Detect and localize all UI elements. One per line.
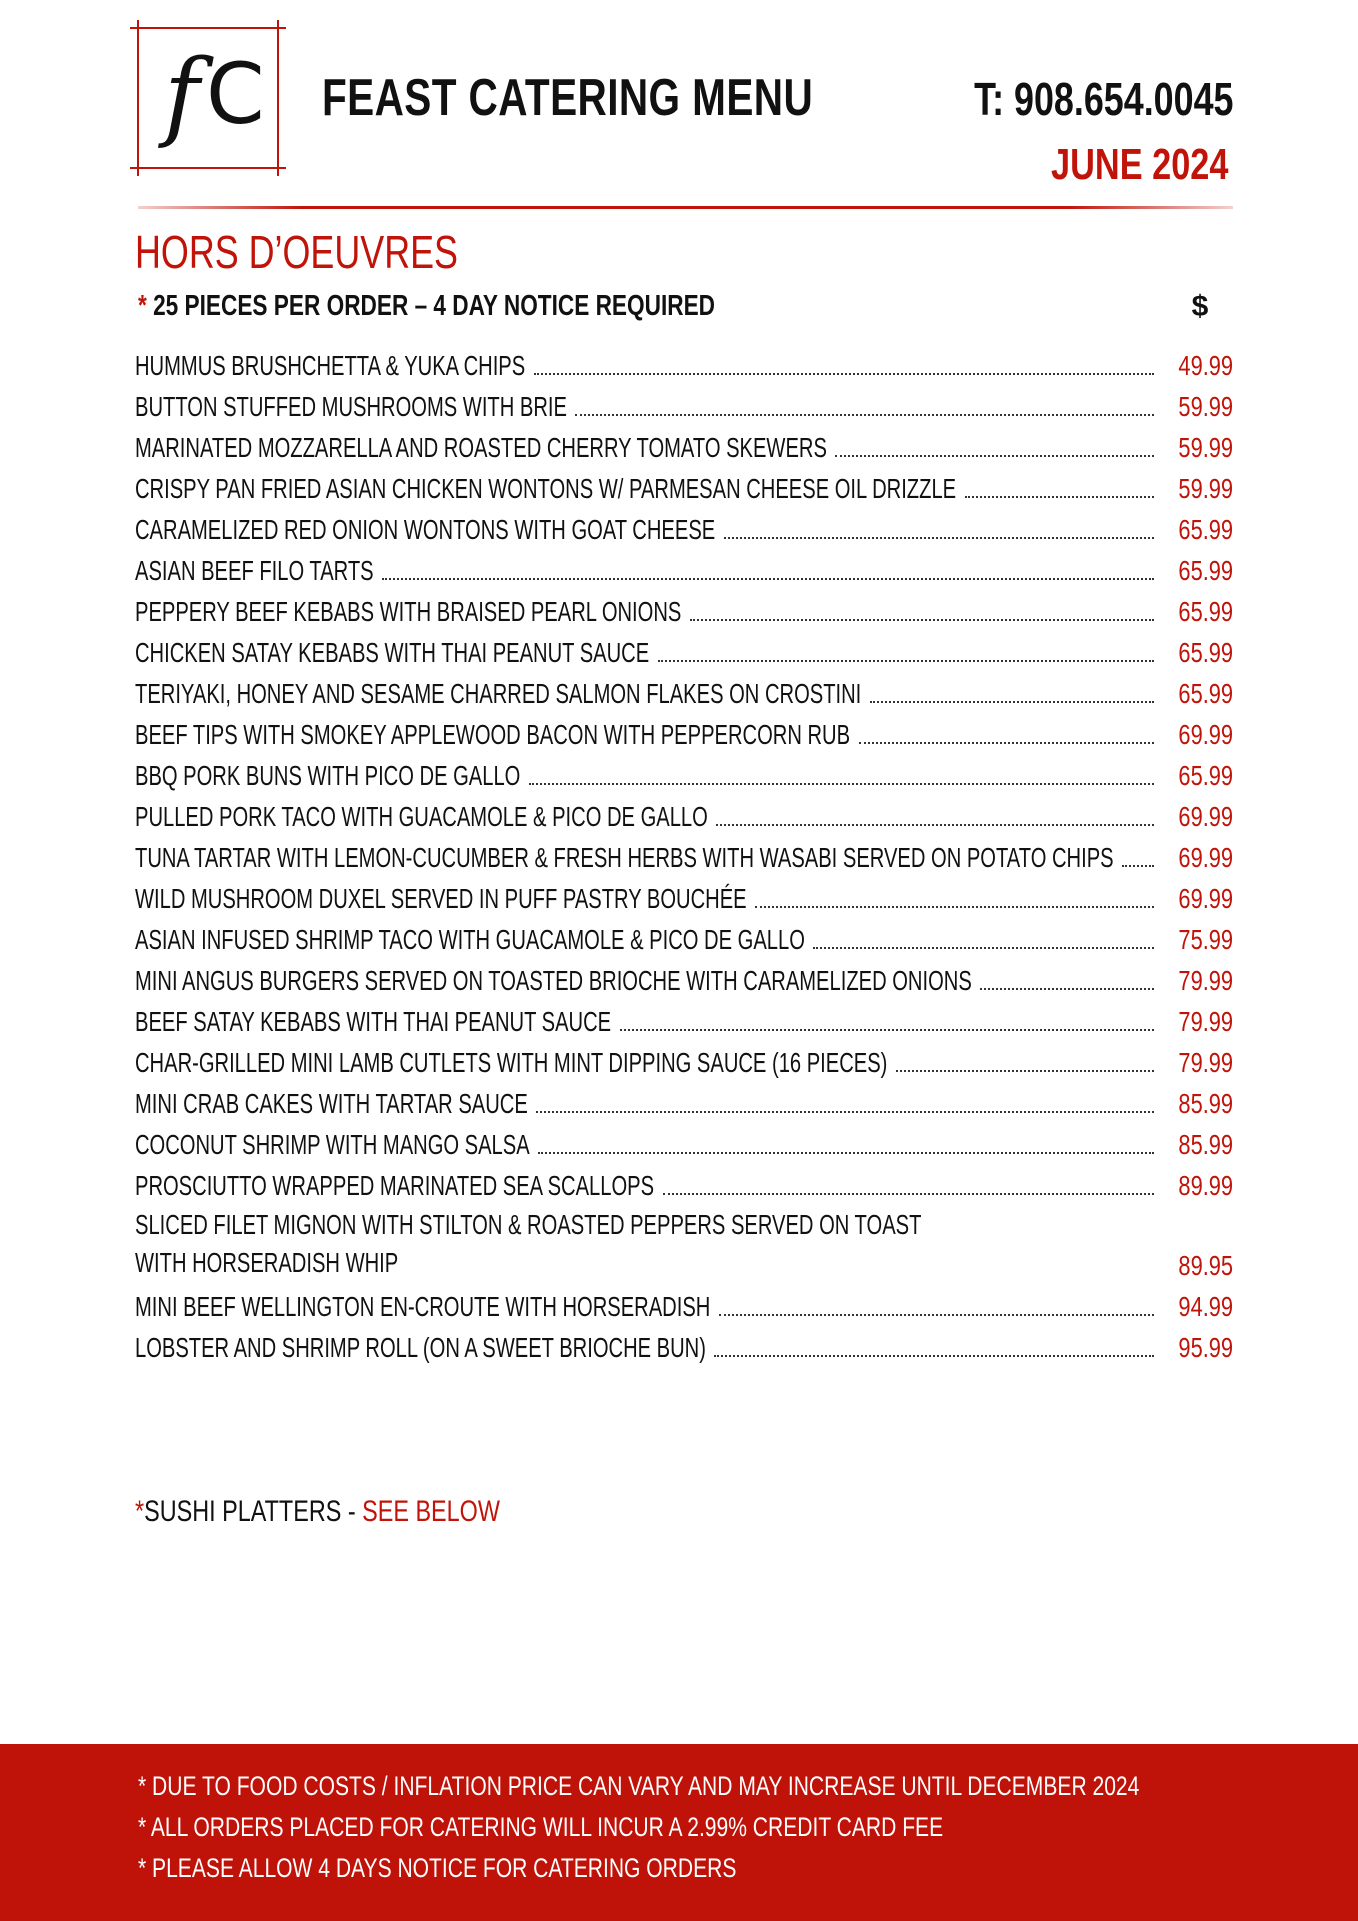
menu-item-name: MINI BEEF WELLINGTON EN-CROUTE WITH HORSERADISH	[135, 1290, 711, 1322]
svg-text:C: C	[206, 45, 265, 143]
menu-item	[135, 1165, 1233, 1206]
menu-item-name: CHICKEN SATAY KEBABS WITH THAI PEANUT SAUCE	[135, 636, 650, 668]
menu-item	[135, 919, 1233, 960]
menu-item-price: 59.99	[1178, 431, 1233, 463]
sushi-note: *SUSHI PLATTERS - SEE BELOW	[135, 1495, 500, 1528]
dot-leader	[536, 1111, 1154, 1113]
menu-item-name: COCONUT SHRIMP WITH MANGO SALSA	[135, 1128, 530, 1160]
menu-item-price: 59.99	[1178, 390, 1233, 422]
menu-item	[135, 1001, 1233, 1042]
menu-item	[135, 468, 1233, 509]
menu-item	[135, 509, 1233, 550]
menu-items-list	[135, 345, 1233, 1368]
dot-leader	[663, 1193, 1154, 1195]
footer-note: * ALL ORDERS PLACED FOR CATERING WILL INCUR A 2.99% CREDIT CARD FEE	[138, 1812, 944, 1842]
dot-leader	[724, 537, 1154, 539]
dot-leader	[755, 906, 1154, 908]
section-title: HORS D’OEUVRES	[135, 226, 458, 278]
menu-item-name: TUNA TARTAR WITH LEMON-CUCUMBER & FRESH HERBS WITH WASABI SERVED ON POTATO CHIPS	[135, 841, 1114, 873]
menu-item-name: CHAR-GRILLED MINI LAMB CUTLETS WITH MINT DIPPING SAUCE (16 PIECES)	[135, 1046, 888, 1078]
menu-item-name: CRISPY PAN FRIED ASIAN CHICKEN WONTONS W/ PARMESAN CHEESE OIL DRIZZLE	[135, 472, 957, 504]
menu-item	[135, 673, 1233, 714]
menu-item-price: 85.99	[1178, 1087, 1233, 1119]
phone-number: T: 908.654.0045	[973, 73, 1233, 125]
dot-leader	[980, 988, 1154, 990]
menu-item-price: 69.99	[1178, 882, 1233, 914]
dot-leader	[1122, 865, 1154, 867]
menu-item-price: 65.99	[1178, 595, 1233, 627]
dot-leader	[575, 414, 1154, 416]
menu-item-price: 89.99	[1178, 1169, 1233, 1201]
menu-item-name: BEEF TIPS WITH SMOKEY APPLEWOOD BACON WITH PEPPERCORN RUB	[135, 718, 851, 750]
menu-item-price: 79.99	[1178, 1005, 1233, 1037]
menu-item-name: ASIAN INFUSED SHRIMP TACO WITH GUACAMOLE & PICO DE GALLO	[135, 923, 805, 955]
menu-item-name: MINI ANGUS BURGERS SERVED ON TOASTED BRIOCHE WITH CARAMELIZED ONIONS	[135, 964, 972, 996]
dot-leader	[870, 701, 1154, 703]
menu-item-name: MARINATED MOZZARELLA AND ROASTED CHERRY TOMATO SKEWERS	[135, 431, 827, 463]
menu-item-name: TERIYAKI, HONEY AND SESAME CHARRED SALMON FLAKES ON CROSTINI	[135, 677, 862, 709]
menu-item	[135, 755, 1233, 796]
menu-item-price: 85.99	[1178, 1128, 1233, 1160]
menu-item-price: 65.99	[1178, 513, 1233, 545]
menu-item-price: 65.99	[1178, 759, 1233, 791]
see-below-link[interactable]: SEE BELOW	[362, 1495, 500, 1528]
dot-leader	[813, 947, 1154, 949]
menu-item-price: 69.99	[1178, 718, 1233, 750]
menu-item-price: 69.99	[1178, 800, 1233, 832]
dot-leader	[965, 496, 1154, 498]
menu-item	[135, 960, 1233, 1001]
dot-leader	[859, 742, 1154, 744]
dot-leader	[534, 373, 1154, 375]
menu-item-price: 95.99	[1178, 1331, 1233, 1363]
menu-item-price: 65.99	[1178, 677, 1233, 709]
menu-item-name: BBQ PORK BUNS WITH PICO DE GALLO	[135, 759, 521, 791]
menu-item-name: PULLED PORK TACO WITH GUACAMOLE & PICO DE GALLO	[135, 800, 708, 832]
footer-note: * PLEASE ALLOW 4 DAYS NOTICE FOR CATERING ORDERS	[138, 1853, 737, 1883]
dot-leader	[620, 1029, 1154, 1031]
menu-item	[135, 1124, 1233, 1165]
dot-leader	[658, 660, 1154, 662]
footer-note: * DUE TO FOOD COSTS / INFLATION PRICE CAN VARY AND MAY INCREASE UNTIL DECEMBER 2024	[138, 1771, 1140, 1801]
fc-logo	[128, 18, 288, 178]
menu-item	[135, 1042, 1233, 1083]
menu-item-name: MINI CRAB CAKES WITH TARTAR SAUCE	[135, 1087, 528, 1119]
order-note: * 25 PIECES PER ORDER – 4 DAY NOTICE REQUIRED	[138, 290, 715, 322]
menu-item-price: 89.95	[1178, 1250, 1233, 1281]
header-divider	[138, 206, 1233, 209]
footer-banner	[0, 1744, 1358, 1921]
menu-item-name: PROSCIUTTO WRAPPED MARINATED SEA SCALLOPS	[135, 1169, 655, 1201]
dot-leader	[538, 1152, 1154, 1154]
menu-item	[135, 345, 1233, 386]
menu-date: JUNE 2024	[1050, 140, 1228, 189]
menu-item-name: BEEF SATAY KEBABS WITH THAI PEANUT SAUCE	[135, 1005, 612, 1037]
menu-item	[135, 837, 1233, 878]
menu-item-price: 94.99	[1178, 1290, 1233, 1322]
menu-item-price: 75.99	[1178, 923, 1233, 955]
dot-leader	[896, 1070, 1154, 1072]
menu-item-name: PEPPERY BEEF KEBABS WITH BRAISED PEARL ONIONS	[135, 595, 682, 627]
menu-item-name: CARAMELIZED RED ONION WONTONS WITH GOAT CHEESE	[135, 513, 716, 545]
menu-item-price: 79.99	[1178, 1046, 1233, 1078]
dot-leader	[716, 824, 1154, 826]
dot-leader	[690, 619, 1154, 621]
menu-item-name: LOBSTER AND SHRIMP ROLL (ON A SWEET BRIOCHE BUN)	[135, 1331, 706, 1363]
menu-item	[135, 632, 1233, 673]
menu-item-name: ASIAN BEEF FILO TARTS	[135, 554, 374, 586]
menu-item-name: HUMMUS BRUSHCHETTA & YUKA CHIPS	[135, 349, 526, 381]
menu-item	[135, 714, 1233, 755]
menu-item-price: 79.99	[1178, 964, 1233, 996]
menu-item-name: SLICED FILET MIGNON WITH STILTON & ROASTED PEPPERS SERVED ON TOAST WITH HORSERADISH WHIP	[135, 1209, 922, 1278]
menu-item	[135, 1286, 1233, 1327]
menu-item	[135, 878, 1233, 919]
menu-item	[135, 550, 1233, 591]
menu-item	[135, 591, 1233, 632]
footer-notes	[138, 1766, 1358, 1889]
menu-item-price: 49.99	[1178, 349, 1233, 381]
dot-leader	[382, 578, 1154, 580]
menu-item	[135, 1206, 1233, 1286]
menu-item-price: 69.99	[1178, 841, 1233, 873]
dot-leader	[529, 783, 1154, 785]
logo-lettering: f	[164, 39, 200, 151]
dot-leader	[835, 455, 1154, 457]
dot-leader	[714, 1355, 1154, 1357]
menu-item	[135, 1083, 1233, 1124]
page-title: FEAST CATERING MENU	[322, 69, 814, 127]
price-column-header: $	[1191, 290, 1209, 323]
menu-item	[135, 386, 1233, 427]
menu-item	[135, 427, 1233, 468]
menu-item-price: 65.99	[1178, 554, 1233, 586]
menu-item-name: BUTTON STUFFED MUSHROOMS WITH BRIE	[135, 390, 567, 422]
menu-item	[135, 796, 1233, 837]
menu-item-price: 59.99	[1178, 472, 1233, 504]
menu-item	[135, 1327, 1233, 1368]
menu-item-name: WILD MUSHROOM DUXEL SERVED IN PUFF PASTRY BOUCHÉE	[135, 882, 747, 914]
menu-item-price: 65.99	[1178, 636, 1233, 668]
dot-leader	[719, 1314, 1154, 1316]
